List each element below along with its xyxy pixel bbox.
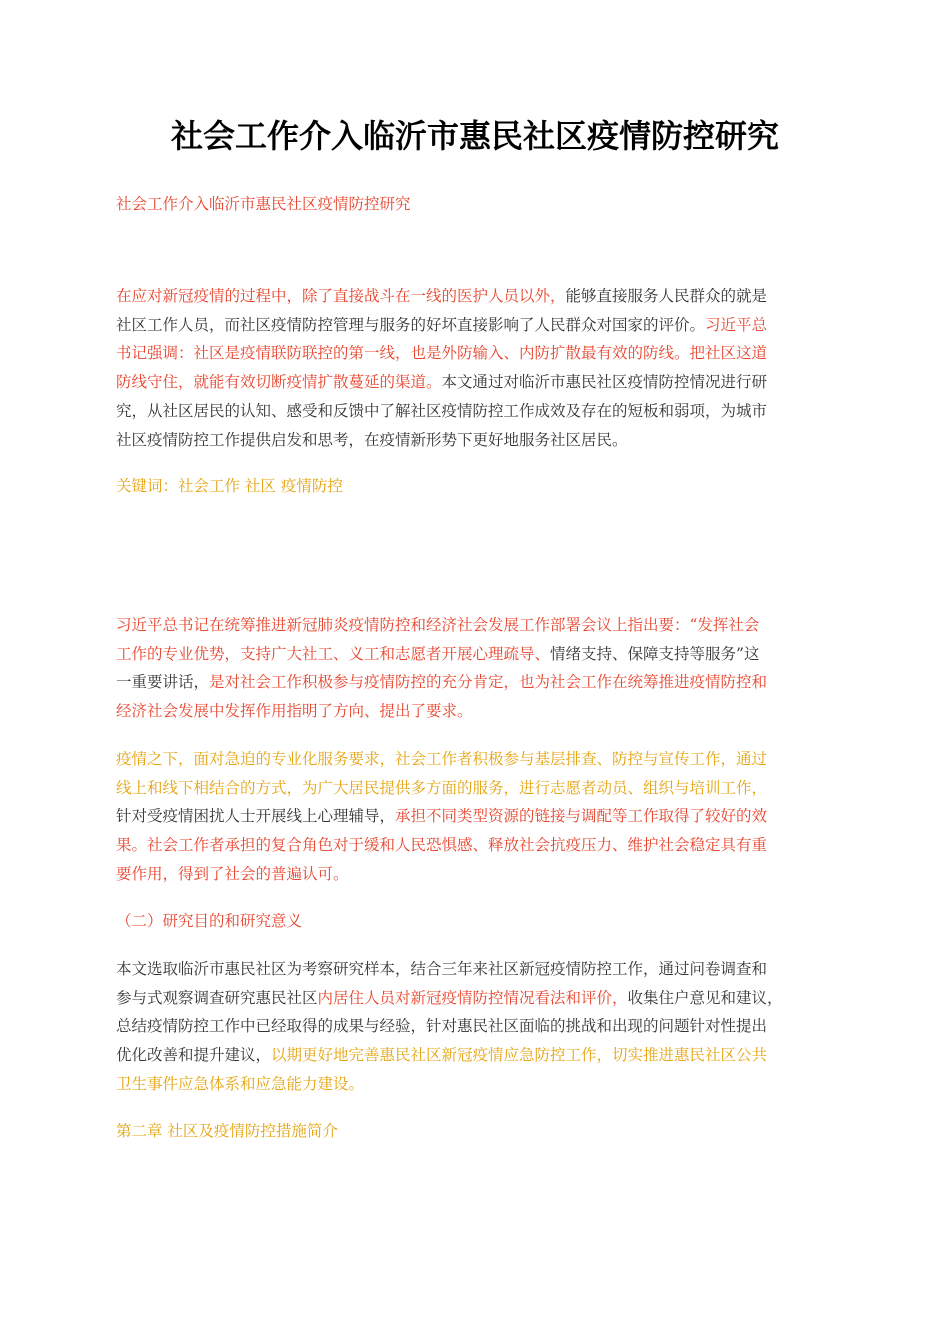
paragraph-text: 总结疫情防控工作中已经取得的成果与经验，针对惠民社区面临的挑战和出现的问题针对性提出 <box>116 1017 768 1036</box>
abstract-text: 书记强调：社区是疫情联防联控的第一线，也是外防输入、内防扩散最有效的防线。把社区这道 <box>116 344 768 363</box>
paragraph-text: 针对受疫情困扰人士开展线上心理辅导， <box>116 807 396 826</box>
abstract-text: 习近平总 <box>705 315 768 334</box>
abstract-text: 究，从社区居民的认知、感受和反馈中了解社区疫情防控工作成效及存在的短板和弱项，为城市 <box>116 401 768 420</box>
abstract-text: 社区疫情防控工作提供启发和思考，在疫情新形势下更好地服务社区居民。 <box>116 430 628 449</box>
paragraph-text: 内居住人员对新冠疫情防控情况看法和评价， <box>317 988 628 1007</box>
paragraph-text: 线上和线下相结合的方式，为广大居民提供多方面的服务，进行志愿者动员、组织与培训工作， <box>116 778 768 797</box>
paragraph-text: 要作用，得到了社会的普遍认可。 <box>116 864 349 883</box>
abstract-text: 在应对新冠疫情的过程中，除了直接战斗在一线的医护人员以外， <box>116 287 566 305</box>
abstract-text: 本文通过对临沂市惠民社区疫情防控情况进行研 <box>441 373 768 392</box>
research-purpose-paragraph <box>116 955 828 1099</box>
abstract-text: 防线守住，就能有效切断疫情扩散蔓延的渠道。 <box>116 373 442 392</box>
paragraph-text: 收集住户意见和建议， <box>627 988 783 1007</box>
paragraph-text: 习近平总书记在统筹推进新冠肺炎疫情防控和经济社会发展工作部署会议上指出要：“发挥社会 <box>116 616 760 634</box>
paragraph-text: 优化改善和提升建议， <box>116 1046 272 1065</box>
paragraph-text: 果。社会工作者承担的复合角色对于缓和人民恐惧感、释放社会抗疫压力、维护社会稳定具有重 <box>116 836 768 855</box>
section-heading: （二）研究目的和研究意义 <box>116 912 303 930</box>
paragraph-text: 是对社会工作积极参与疫情防控的充分肯定，也为社会工作在统筹推进疫情防控和 <box>209 673 768 692</box>
paragraph-text: 参与式观察调查研究惠民社区 <box>116 988 318 1007</box>
paragraph-text: 一重要讲话， <box>116 673 210 692</box>
paragraph-text: 以期更好地完善惠民社区新冠疫情应急防控工作，切实推进惠民社区公共 <box>271 1046 768 1065</box>
intro-paragraph <box>116 611 828 726</box>
paragraph-text: 经济社会发展中发挥作用指明了方向、提出了要求。 <box>116 702 473 721</box>
chapter-heading: 第二章 社区及疫情防控措施简介 <box>116 1122 338 1140</box>
abstract-text: 社区工作人员，而社区疫情防控管理与服务的好坏直接影响了人民群众对国家的评价。 <box>116 315 706 334</box>
paragraph-text: 疫情之下，面对急迫的专业化服务要求，社会工作者积极参与基层排查、防控与宣传工作，通过 <box>116 750 768 768</box>
paragraph-text: 卫生事件应急体系和应急能力建设。 <box>116 1074 365 1093</box>
document-subtitle: 社会工作介入临沂市惠民社区疫情防控研究 <box>116 195 411 213</box>
paragraph-text: 本文选取临沂市惠民社区为考察研究样本，结合三年来社区新冠疫情防控工作，通过问卷调查和 <box>116 960 768 978</box>
abstract-paragraph <box>116 282 828 454</box>
paragraph-text: 承担不同类型资源的链接与调配等工作取得了较好的效 <box>395 807 768 826</box>
document-title: 社会工作介入临沂市惠民社区疫情防控研究 <box>170 117 779 155</box>
paragraph-text: 情绪支持、保障支持等服务”这 <box>550 644 760 663</box>
abstract-text: 能够直接服务人民群众的就是 <box>565 287 768 305</box>
keywords-line: 关键词：社会工作 社区 疫情防控 <box>116 477 343 495</box>
social-work-paragraph <box>116 745 828 889</box>
paragraph-text: 工作的专业优势，支持广大社工、义工和志愿者开展心理疏导、 <box>116 644 551 663</box>
